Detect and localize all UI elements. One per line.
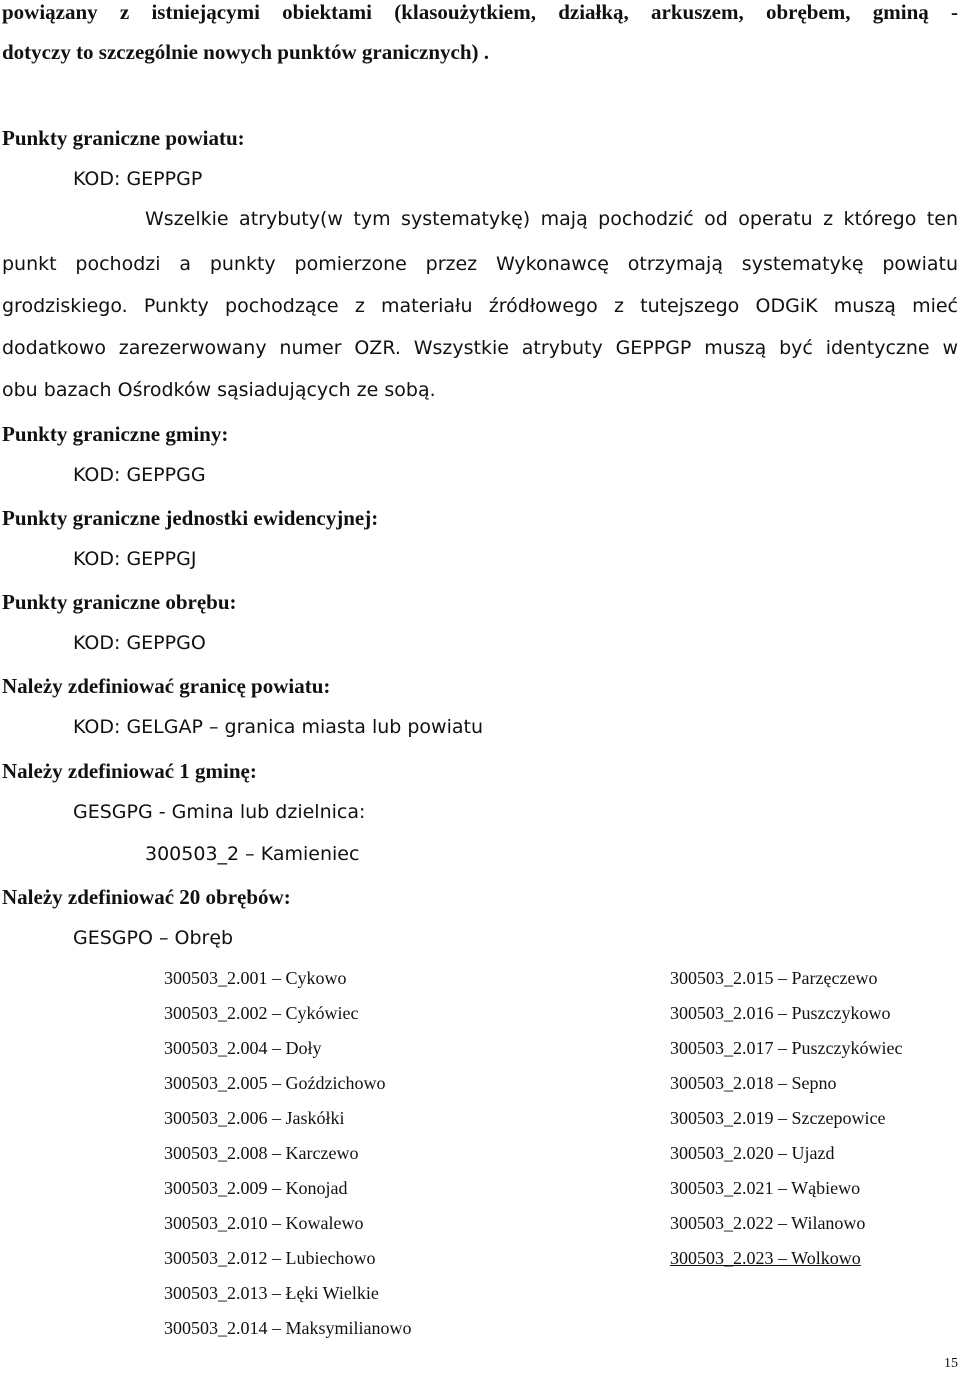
obreb-kod: KOD: GEPPGO: [73, 632, 206, 654]
obreb-list-item: 300503_2.014 – Maksymilianowo: [164, 1318, 412, 1338]
jednostka-heading: Punkty graniczne jednostki ewidencyjnej:: [2, 506, 379, 530]
gmina-kod: KOD: GEPPGG: [73, 464, 206, 486]
obreb-list-item: 300503_2.009 – Konojad: [164, 1178, 348, 1198]
page-number: 15: [944, 1356, 958, 1371]
intro-line-2: dotyczy to szczególnie nowych punktów granicznych) .: [2, 40, 490, 64]
obreb-list-item: 300503_2.021 – Wąbiewo: [670, 1178, 861, 1198]
obreb-heading: Punkty graniczne obrębu:: [2, 590, 237, 614]
granica-heading: Należy zdefiniować granicę powiatu:: [2, 674, 331, 698]
obreby-def-heading: Należy zdefiniować 20 obrębów:: [2, 885, 291, 909]
obreb-list-item: 300503_2.017 – Puszczykówiec: [670, 1038, 903, 1058]
gmina-item: 300503_2 – Kamieniec: [145, 843, 360, 865]
obreb-list-item: 300503_2.020 – Ujazd: [670, 1143, 835, 1163]
obreb-list-item: 300503_2.012 – Lubiechowo: [164, 1248, 376, 1268]
obreb-list-item: 300503_2.005 – Goździchowo: [164, 1073, 386, 1093]
obreb-list-item: 300503_2.022 – Wilanowo: [670, 1213, 866, 1233]
obreb-list-item: 300503_2.013 – Łęki Wielkie: [164, 1283, 379, 1303]
powiat-paragraph-line-4: dodatkowo zarezerwowany numer OZR. Wszystkie atrybuty GEPPGP muszą być identyczne w: [2, 337, 958, 359]
obreb-list-item: 300503_2.019 – Szczepowice: [670, 1108, 886, 1128]
obreb-list-item: 300503_2.023 – Wolkowo: [670, 1248, 861, 1268]
obreb-list-item: 300503_2.018 – Sepno: [670, 1073, 837, 1093]
powiat-paragraph-line-2: punkt pochodzi a punkty pomierzone przez Wykonawcę otrzymają systematykę powiatu: [2, 253, 958, 275]
jednostka-kod: KOD: GEPPGJ: [73, 548, 197, 570]
gmina-heading: Punkty graniczne gminy:: [2, 422, 229, 446]
obreb-list-item: 300503_2.010 – Kowalewo: [164, 1213, 364, 1233]
obreb-list-item: 300503_2.008 – Karczewo: [164, 1143, 359, 1163]
powiat-paragraph-line-1: Wszelkie atrybuty(w tym systematykę) mają pochodzić od operatu z którego ten: [145, 208, 958, 230]
obreb-list-item: 300503_2.004 – Doły: [164, 1038, 322, 1058]
obreb-list-item: 300503_2.015 – Parzęczewo: [670, 968, 878, 988]
gminy-def-label: GESGPG - Gmina lub dzielnica:: [73, 801, 366, 823]
powiat-kod: KOD: GEPPGP: [73, 168, 203, 190]
powiat-paragraph-line-5: obu bazach Ośrodków sąsiadujących ze sobą.: [2, 379, 436, 401]
granica-kod: KOD: GELGAP – granica miasta lub powiatu: [73, 716, 484, 738]
intro-line-1: powiązany z istniejącymi obiektami (klasoużytkiem, działką, arkuszem, obrębem, gminą -: [2, 0, 958, 24]
obreby-def-label: GESGPO – Obręb: [73, 927, 234, 949]
obreb-list-item: 300503_2.016 – Puszczykowo: [670, 1003, 891, 1023]
obreb-list-item: 300503_2.006 – Jaskółki: [164, 1108, 345, 1128]
obreb-list-item: 300503_2.002 – Cykówiec: [164, 1003, 359, 1023]
powiat-paragraph-line-3: grodziskiego. Punkty pochodzące z materiału źródłowego z tutejszego ODGiK muszą mieć: [2, 295, 958, 317]
obreb-list-item: 300503_2.001 – Cykowo: [164, 968, 347, 988]
powiat-heading: Punkty graniczne powiatu:: [2, 126, 245, 150]
gminy-def-heading: Należy zdefiniować 1 gminę:: [2, 759, 257, 783]
